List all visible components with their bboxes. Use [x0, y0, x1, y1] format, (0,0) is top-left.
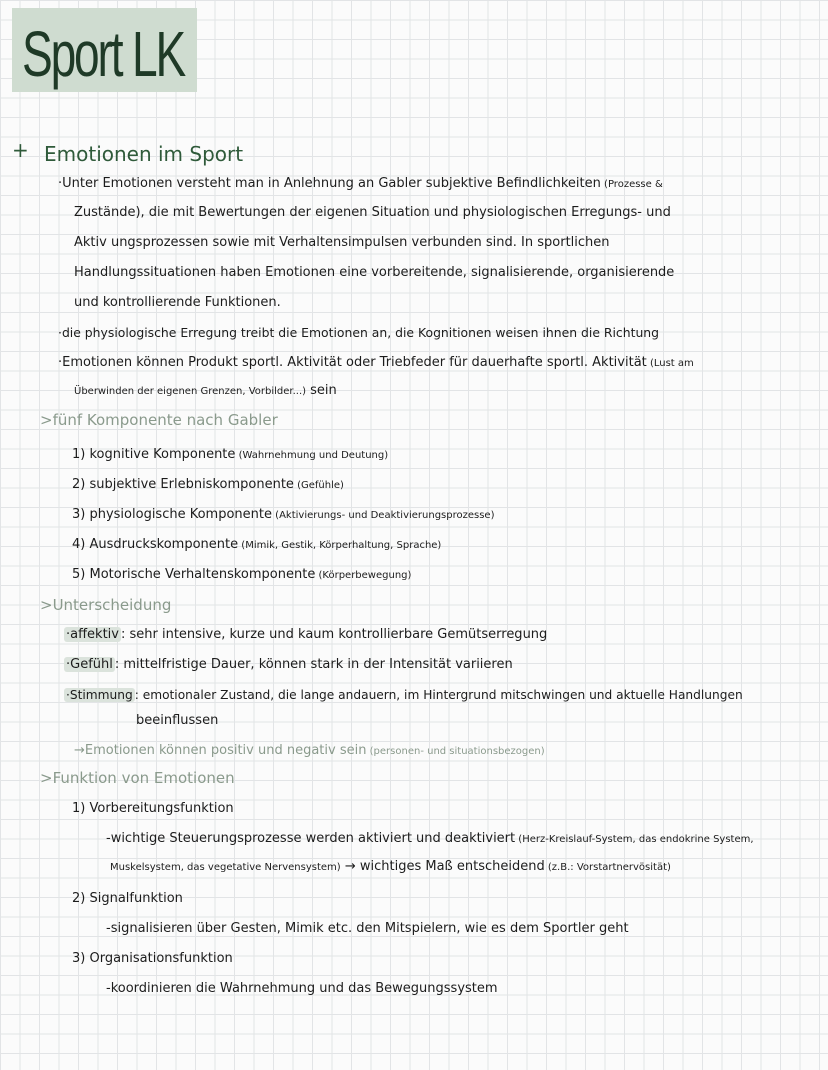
intro-line: Zustände), die mit Bewertungen der eigenen Situation und physiologischen Erregungs- und [74, 205, 671, 220]
component-item: 5) Motorische Verhaltenskomponente (Körperbewegung) [72, 567, 412, 582]
title-highlight [12, 8, 197, 92]
function-line: -signalisieren über Gesten, Mimik etc. den Mitspielern, wie es dem Sportler geht [106, 921, 629, 936]
intro-line: ·Emotionen können Produkt sportl. Aktivität oder Triebfeder für dauerhafte sportl. Aktivität (Lust am [58, 355, 694, 370]
function-title: 3) Organisationsfunktion [72, 951, 233, 966]
term-highlight: ·Stimmung [66, 688, 133, 702]
function-line: Muskelsystem, das vegetative Nervensystem) → wichtiges Maß entscheidend (z.B.: Vorstartnervösität) [110, 859, 671, 874]
component-item: 3) physiologische Komponente (Aktivierungs- und Deaktivierungsprozesse) [72, 507, 495, 522]
distinction-item: ·Stimmung : emotionaler Zustand, die lange andauern, im Hintergrund mitschwingen und aktuelle Handlungen [66, 688, 743, 702]
distinction-item: ·Gefühl : mittelfristige Dauer, können stark in der Intensität variieren [66, 657, 513, 672]
component-item: 4) Ausdruckskomponente (Mimik, Gestik, Körperhaltung, Sprache) [72, 537, 442, 552]
component-item: 2) subjektive Erlebniskomponente (Gefühle) [72, 477, 344, 492]
distinction-note: →Emotionen können positiv und negativ sein (personen- und situationsbezogen) [74, 743, 545, 758]
page-title: Sport LK [22, 18, 185, 90]
distinction-item: ·affektiv : sehr intensive, kurze und kaum kontrollierbare Gemütserregung [66, 627, 548, 642]
intro-line: Aktiv ungsprozessen sowie mit Verhaltensimpulsen verbunden sind. In sportlichen [74, 235, 610, 250]
intro-line: ·Unter Emotionen versteht man in Anlehnung an Gabler subjektive Befindlichkeiten (Prozesse & [58, 176, 663, 191]
intro-line: und kontrollierende Funktionen. [74, 295, 281, 310]
term-highlight: ·Gefühl [66, 657, 113, 672]
function-line: -koordinieren die Wahrnehmung und das Bewegungssystem [106, 981, 498, 996]
intro-line: ·die physiologische Erregung treibt die Emotionen an, die Kognitionen weisen ihnen die Richtung [58, 325, 660, 340]
intro-line: Handlungssituationen haben Emotionen eine vorbereitende, signalisierende, organisierende [74, 265, 675, 280]
distinction-heading: >Unterscheidung [40, 596, 172, 614]
section-heading: Emotionen im Sport [44, 142, 244, 166]
components-heading: >fünf Komponente nach Gabler [40, 411, 278, 429]
functions-heading: >Funktion von Emotionen [40, 769, 235, 787]
intro-line: Überwinden der eigenen Grenzen, Vorbilder...) sein [74, 383, 337, 398]
function-line: -wichtige Steuerungsprozesse werden aktiviert und deaktiviert (Herz-Kreislauf-System, das endokrine System, [106, 831, 754, 846]
function-title: 2) Signalfunktion [72, 891, 183, 906]
term-highlight: ·affektiv [66, 627, 119, 642]
plus-icon: + [12, 138, 29, 162]
component-item: 1) kognitive Komponente (Wahrnehmung und Deutung) [72, 447, 389, 462]
distinction-continuation: beeinflussen [136, 713, 219, 728]
function-title: 1) Vorbereitungsfunktion [72, 801, 234, 816]
